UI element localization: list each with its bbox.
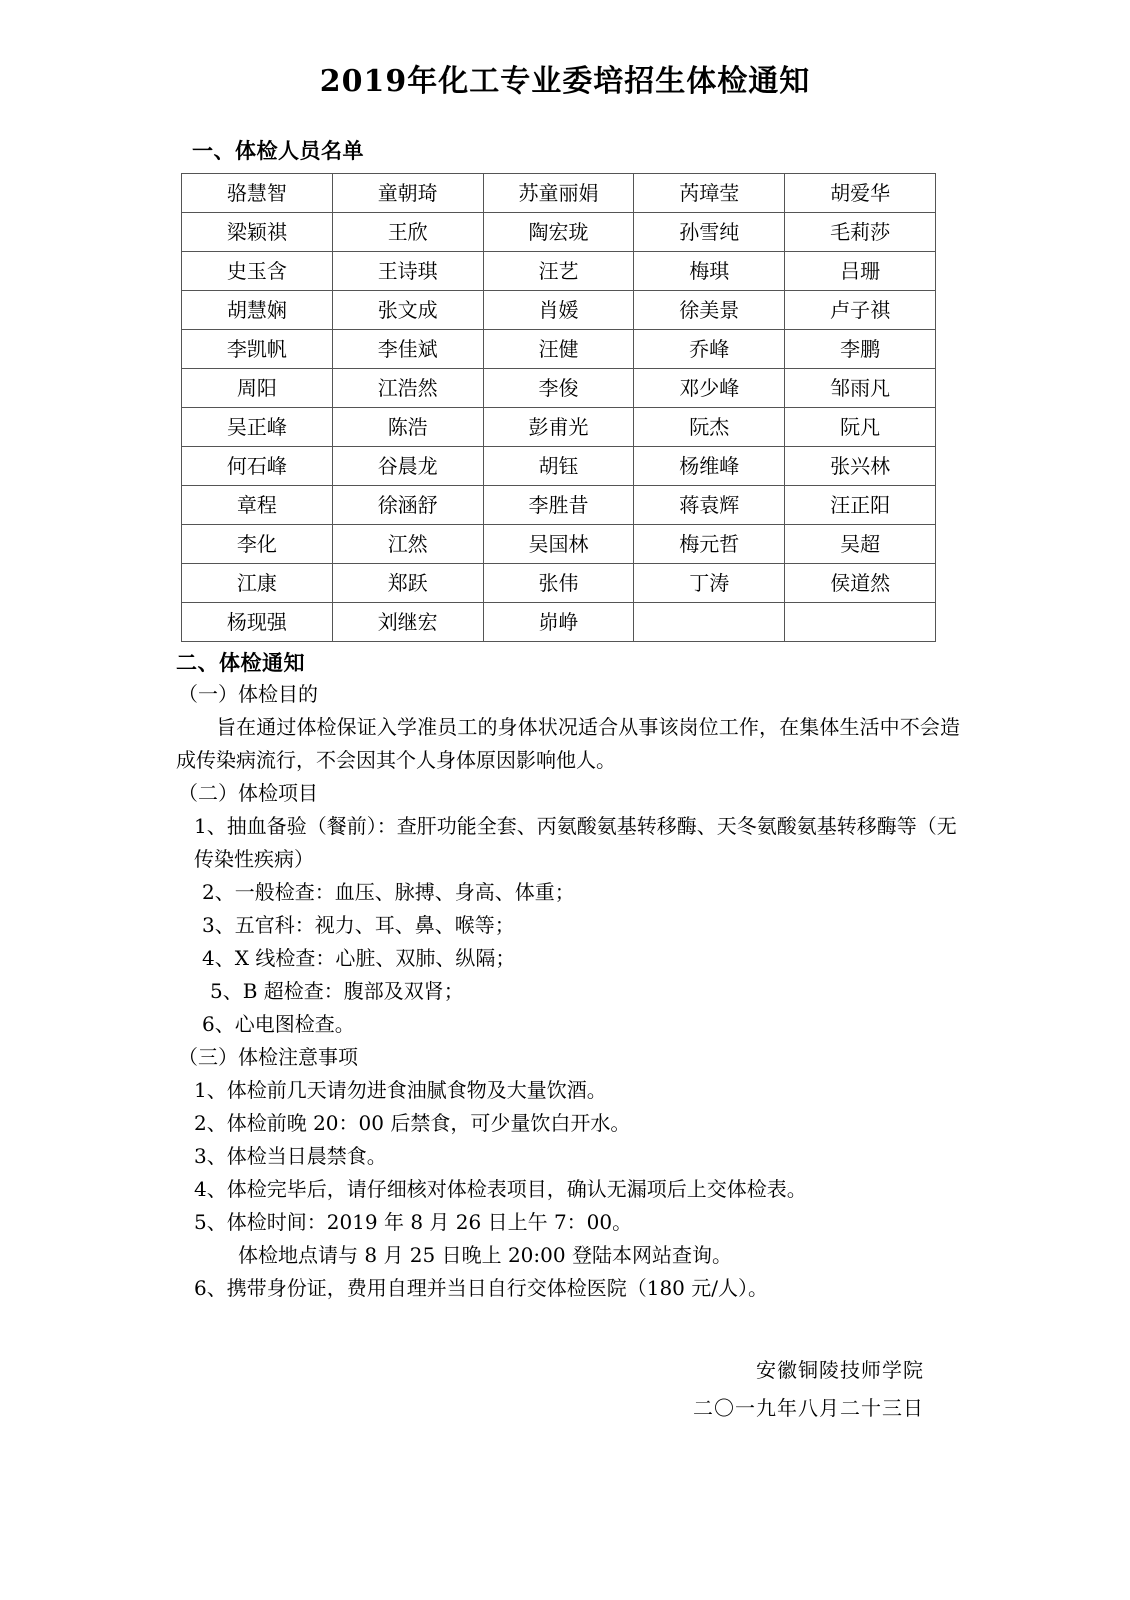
- table-cell: 乔峰: [634, 330, 785, 369]
- table-cell: 徐涵舒: [332, 486, 483, 525]
- table-cell: 张伟: [483, 564, 634, 603]
- table-cell: 李鹏: [785, 330, 936, 369]
- table-cell: 梅元哲: [634, 525, 785, 564]
- table-row: [182, 174, 936, 213]
- table-cell: 李佳斌: [332, 330, 483, 369]
- exam-item-4: 4、X 线检查：心脏、双肺、纵隔；: [202, 946, 516, 970]
- table-row: [182, 252, 936, 291]
- table-cell: 丁涛: [634, 564, 785, 603]
- table-cell: 汪健: [483, 330, 634, 369]
- table-cell: 章程: [182, 486, 333, 525]
- table-cell: 峁峥: [483, 603, 634, 642]
- exam-item-3: 3、五官科：视力、耳、鼻、喉等；: [202, 913, 515, 937]
- table-cell: 阮凡: [785, 408, 936, 447]
- precaution-item-3: 3、体检当日晨禁食。: [194, 1144, 387, 1168]
- table-cell: 蒋袁辉: [634, 486, 785, 525]
- table-cell: 毛莉莎: [785, 213, 936, 252]
- table-cell: 吴超: [785, 525, 936, 564]
- signature-block: [176, 1351, 960, 1427]
- table-cell: 郑跃: [332, 564, 483, 603]
- table-cell: 卢子祺: [785, 291, 936, 330]
- table-cell: 邓少峰: [634, 369, 785, 408]
- precaution-item-5: 5、体检时间：2019 年 8 月 26 日上午 7：00。: [194, 1210, 633, 1234]
- table-cell: 杨现强: [182, 603, 333, 642]
- table-cell: 侯道然: [785, 564, 936, 603]
- table-cell: 江然: [332, 525, 483, 564]
- table-row: [182, 213, 936, 252]
- table-cell: 何石峰: [182, 447, 333, 486]
- table-cell: 吴国林: [483, 525, 634, 564]
- table-cell: 梅琪: [634, 252, 785, 291]
- table-cell: 孙雪纯: [634, 213, 785, 252]
- table-row: [182, 486, 936, 525]
- table-cell-empty: [785, 603, 936, 642]
- precaution-item-5-location: 体检地点请与 8 月 25 日晚上 20:00 登陆本网站查询。: [238, 1243, 732, 1267]
- exam-item-6: 6、心电图检查。: [202, 1012, 355, 1036]
- table-row: [182, 447, 936, 486]
- subsection-heading-items: （二）体检项目: [178, 781, 318, 805]
- table-cell: 王欣: [332, 213, 483, 252]
- table-cell: 谷晨龙: [332, 447, 483, 486]
- table-cell: 彭甫光: [483, 408, 634, 447]
- table-row: [182, 291, 936, 330]
- section-heading-notice: 二、体检通知: [176, 650, 305, 675]
- table-cell: 张兴林: [785, 447, 936, 486]
- table-cell: 胡慧娴: [182, 291, 333, 330]
- table-cell: 汪艺: [483, 252, 634, 291]
- table-row: [182, 408, 936, 447]
- table-cell-empty: [634, 603, 785, 642]
- section-heading-roster: 一、体检人员名单: [192, 138, 364, 163]
- table-cell: 吕珊: [785, 252, 936, 291]
- exam-item-5: 5、B 超检查：腹部及双肾；: [210, 979, 464, 1003]
- table-cell: 李凯帆: [182, 330, 333, 369]
- table-cell: 骆慧智: [182, 174, 333, 213]
- table-cell: 李化: [182, 525, 333, 564]
- subsection-heading-precautions: （三）体检注意事项: [178, 1045, 358, 1069]
- table-cell: 王诗琪: [332, 252, 483, 291]
- table-cell: 芮璋莹: [634, 174, 785, 213]
- page-title: 2019年化工专业委培招生体检通知: [319, 64, 811, 99]
- table-cell: 江康: [182, 564, 333, 603]
- personnel-roster-table: [181, 173, 936, 642]
- table-cell: 梁颖祺: [182, 213, 333, 252]
- table-row: [182, 564, 936, 603]
- table-cell: 胡爱华: [785, 174, 936, 213]
- signature-organization: 安徽铜陵技师学院: [756, 1358, 924, 1382]
- precaution-item-6: 6、携带身份证，费用自理并当日自行交体检医院（180 元/人）。: [194, 1276, 768, 1300]
- exam-item-1: 1、抽血备验（餐前）：查肝功能全套、丙氨酸氨基转移酶、天冬氨酸氨基转移酶等（无传染性疾病）: [194, 814, 957, 871]
- roster-table-body: [182, 174, 936, 642]
- table-cell: 吴正峰: [182, 408, 333, 447]
- table-cell: 史玉含: [182, 252, 333, 291]
- table-cell: 胡钰: [483, 447, 634, 486]
- table-cell: 苏童丽娟: [483, 174, 634, 213]
- table-cell: 周阳: [182, 369, 333, 408]
- table-cell: 李胜昔: [483, 486, 634, 525]
- table-row: [182, 603, 936, 642]
- purpose-paragraph: 旨在通过体检保证入学准员工的身体状况适合从事该岗位工作，在集体生活中不会造成传染病流行，不会因其个人身体原因影响他人。: [176, 715, 960, 772]
- document-body: [170, 102, 960, 1427]
- table-cell: 汪正阳: [785, 486, 936, 525]
- table-cell: 邹雨凡: [785, 369, 936, 408]
- table-cell: 李俊: [483, 369, 634, 408]
- signature-date: 二〇一九年八月二十三日: [693, 1396, 924, 1420]
- table-row: [182, 525, 936, 564]
- table-cell: 杨维峰: [634, 447, 785, 486]
- precaution-item-4: 4、体检完毕后，请仔细核对体检表项目，确认无漏项后上交体检表。: [194, 1177, 807, 1201]
- precaution-item-2: 2、体检前晚 20：00 后禁食，可少量饮白开水。: [194, 1111, 631, 1135]
- table-cell: 陶宏珑: [483, 213, 634, 252]
- precaution-item-1: 1、体检前几天请勿进食油腻食物及大量饮酒。: [194, 1078, 607, 1102]
- table-cell: 江浩然: [332, 369, 483, 408]
- table-cell: 肖媛: [483, 291, 634, 330]
- table-row: [182, 369, 936, 408]
- table-cell: 阮杰: [634, 408, 785, 447]
- table-row: [182, 330, 936, 369]
- table-cell: 陈浩: [332, 408, 483, 447]
- subsection-heading-purpose: （一）体检目的: [178, 682, 318, 706]
- table-cell: 徐美景: [634, 291, 785, 330]
- table-cell: 张文成: [332, 291, 483, 330]
- table-cell: 童朝琦: [332, 174, 483, 213]
- table-cell: 刘继宏: [332, 603, 483, 642]
- exam-item-2: 2、一般检查：血压、脉搏、身高、体重；: [202, 880, 575, 904]
